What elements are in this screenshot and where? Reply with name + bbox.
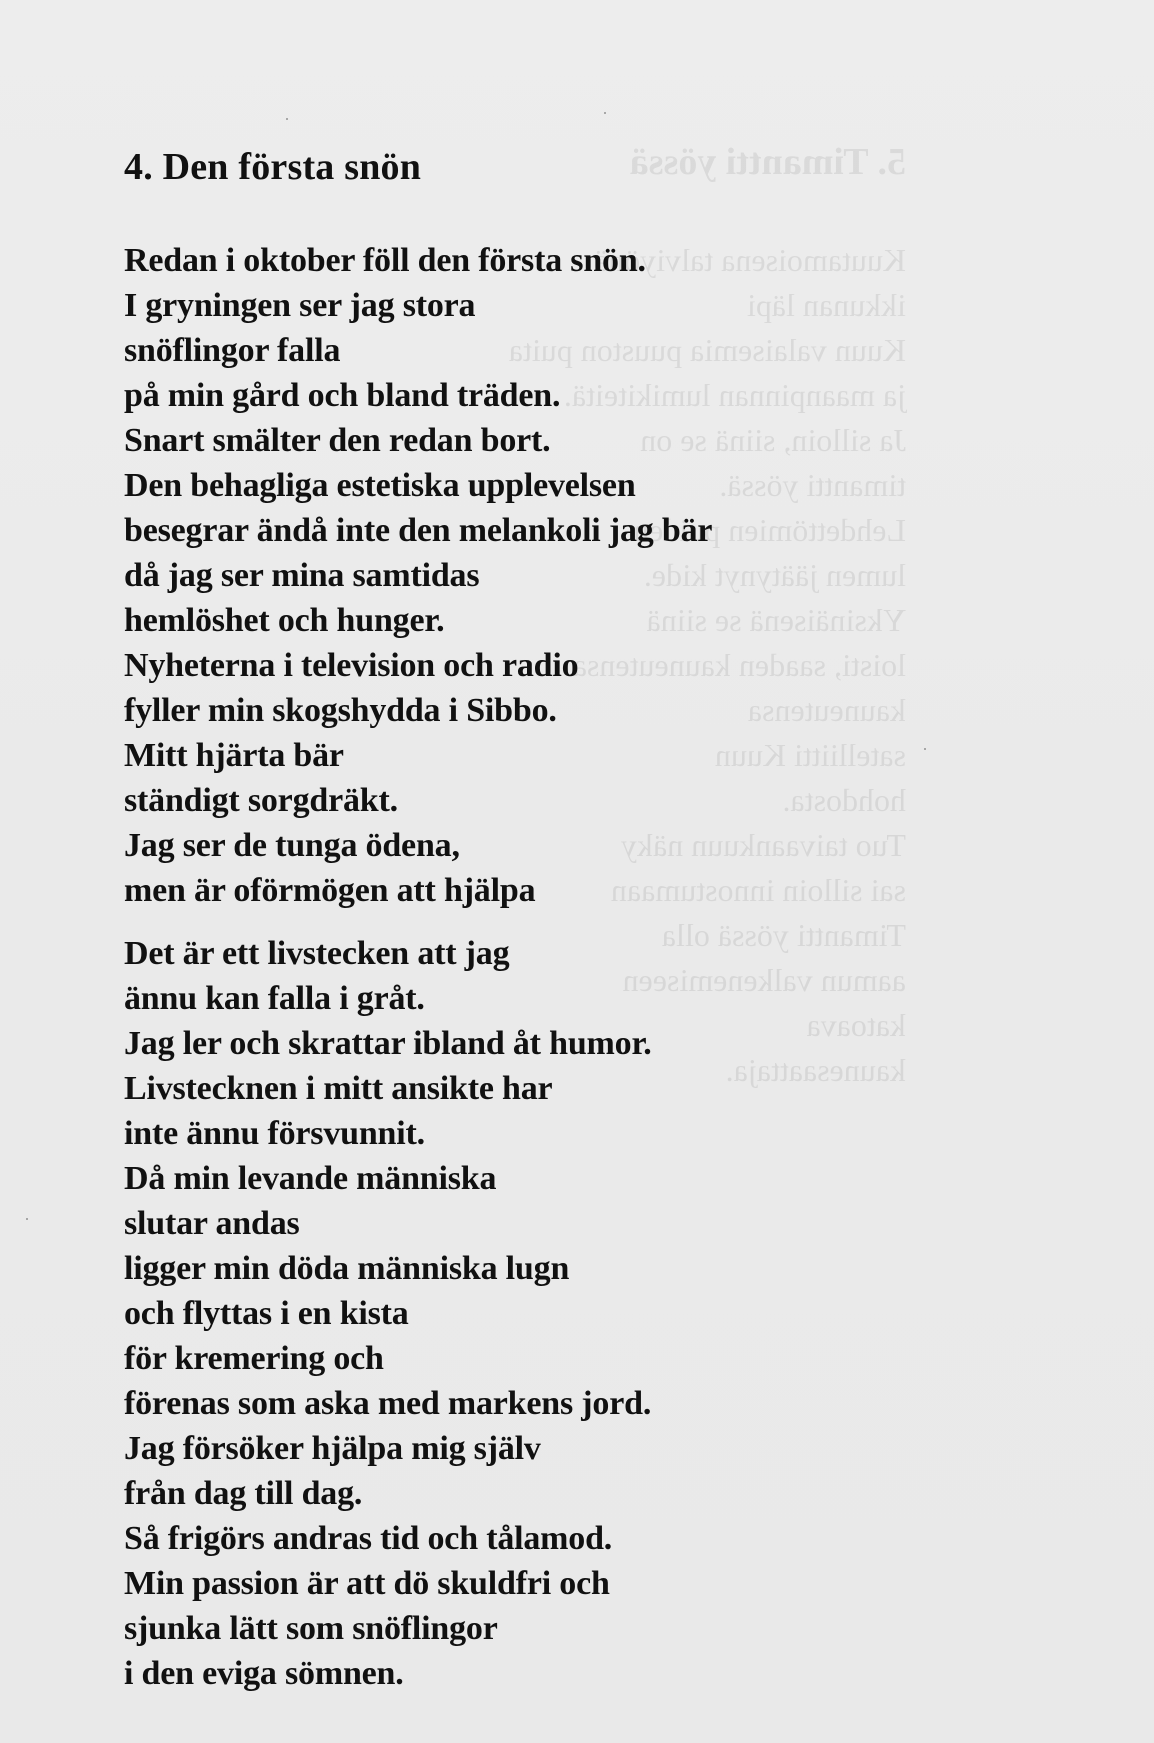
poem-line: för kremering och [124,1340,384,1377]
poem-title: 4. Den första snön [124,146,422,188]
poem-line: slutar andas [124,1205,300,1242]
poem-line: Redan i oktober föll den första snön. [124,242,646,279]
bleed-through-line: Ja silloin, siinä se on [640,422,906,458]
bleed-through-line: Lehdettömien puiden [633,512,906,548]
poem-line: Det är ett livstecken att jag [124,935,510,972]
bleed-through-line: katoava [806,1007,906,1043]
poem-line: fyller min skogshydda i Sibbo. [124,692,557,729]
bleed-through-line: Kuutamoisena talviyönä [594,242,906,278]
poem-line: sjunka lätt som snöflingor [124,1610,498,1647]
poem-line: ständigt sorgdräkt. [124,782,398,819]
paper-speck [26,1218,28,1220]
bleed-through-line: satelliitti Kuun [714,737,906,773]
poem-line: snöflingor falla [124,332,341,369]
poem-line: Då min levande människa [124,1160,497,1197]
bleed-through-line: lumen jäätynyt kide. [643,557,906,593]
poem [124,144,1024,1696]
poem-line: besegrar ändå inte den melankoli jag bär [124,512,713,549]
poem-line: Jag ser de tunga ödena, [124,827,460,864]
bleed-through-line: aamun valkenemiseen [622,962,906,998]
poem-line: från dag till dag. [124,1475,363,1512]
poem-line: hemlöshet och hunger. [124,602,445,639]
poem-line: I gryningen ser jag stora [124,287,476,324]
poem-line: Jag ler och skrattar ibland åt humor. [124,1025,652,1062]
bleed-through-line: sai silloin innostumaan [610,872,906,908]
stanza-1 [124,238,1024,913]
stanza-2 [124,931,1024,1696]
bleed-through-line: Kuun valaisemia puuston puita [508,332,906,368]
bleed-through-line: ikkunan läpi [746,287,906,323]
bleed-through-line: Timantti yössä olla [661,917,906,953]
bleed-through-line: loisti, saaden kauneutensa [572,647,906,683]
bleed-through-line: hohdosta. [782,782,906,818]
poem-line: då jag ser mina samtidas [124,557,480,594]
poem-line: Mitt hjärta bär [124,737,344,774]
poem-line: i den eviga sömnen. [124,1655,404,1692]
poem-line: Jag försöker hjälpa mig själv [124,1430,541,1467]
paper-speck [604,112,606,114]
bleed-through-line: Yksinäisenä se siinä [646,602,906,638]
poem-line: och flyttas i en kista [124,1295,409,1332]
poem-line: ännu kan falla i gråt. [124,980,425,1017]
bleed-through-line: Tuo taivaankuun näky [620,827,906,863]
bleed-through-line: timantti yössä. [719,467,906,503]
paper-speck [286,118,288,120]
bleed-through-line: kauneutensa [747,692,906,728]
poem-line: men är oförmögen att hjälpa [124,872,536,909]
poem-line: inte ännu försvunnit. [124,1115,425,1152]
poem-line: Den behagliga estetiska upplevelsen [124,467,636,504]
bleed-through-title: 5. Timantti yössä [629,141,906,183]
poem-line: Så frigörs andras tid och tålamod. [124,1520,613,1557]
poem-line: Min passion är att dö skuldfri och [124,1565,610,1602]
poem-line: förenas som aska med markens jord. [124,1385,652,1422]
poem-line: på min gård och bland träden. [124,377,561,414]
bleed-through-line: ja maanpinnan lumikiteitä. [563,377,906,413]
poem-line: Snart smälter den redan bort. [124,422,551,459]
paper-speck [924,748,926,750]
bleed-through-line: kaunesaattaja. [725,1052,906,1088]
poem-line: Livstecknen i mitt ansikte har [124,1070,553,1107]
poem-line: Nyheterna i television och radio [124,647,579,684]
poem-line: ligger min döda människa lugn [124,1250,570,1287]
